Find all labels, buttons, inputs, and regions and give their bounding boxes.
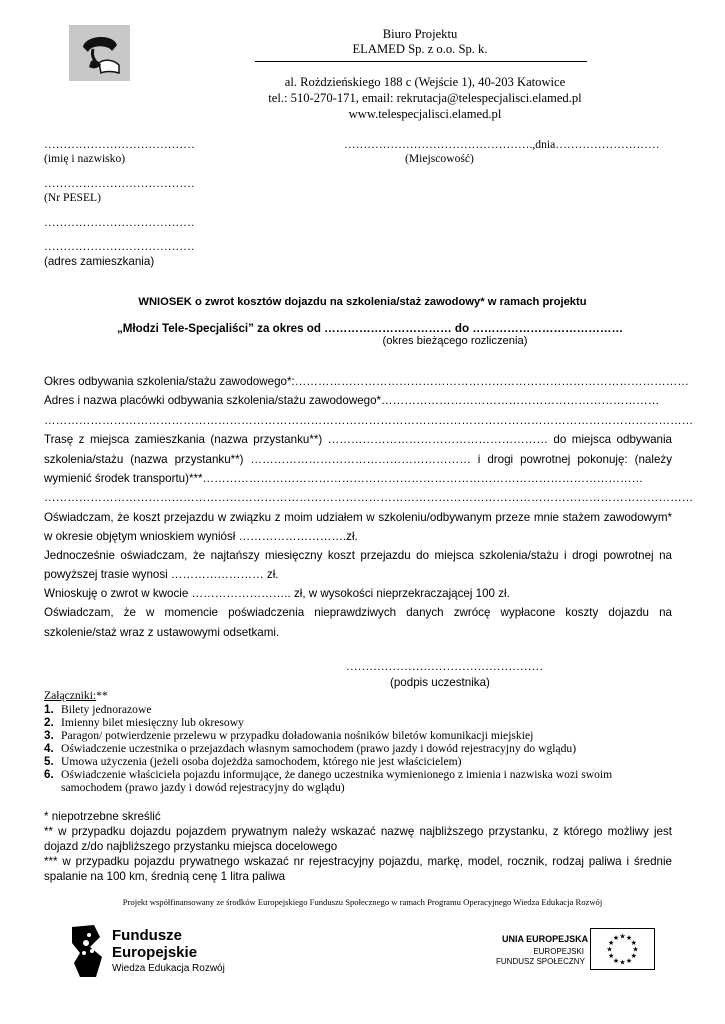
signature-field[interactable]: …………………………………………… [346, 660, 544, 673]
company-website[interactable]: www.telespecjalisci.elamed.pl [348, 107, 502, 121]
list-item-text: Umowa użyczenia (jeżeli osoba dojeżdża samochodem, którego nie jest właścicielem) [61, 755, 462, 768]
eu-star-icon: ★ [608, 952, 615, 960]
false-data-statement-1: Oświadczam, że w momencie poświadczenia nieprawdziwych danych zwrócę wypłacone koszty dojazdu na [44, 606, 672, 619]
attachments-heading-text: Załączniki: [44, 689, 97, 702]
fe-title-line2: Europejskie [112, 944, 198, 961]
eu-flag-icon [590, 928, 655, 970]
pesel-field[interactable]: ………………………………… [44, 177, 195, 190]
cheapest-cost-2[interactable]: powyższej trasie wynosi …………………… zł. [44, 568, 279, 581]
footnote-2: ** w przypadku dojazdu pojazdem prywatnym należy wskazać nazwę najbliższego przystanku, z którego możliwy jest [44, 825, 672, 838]
fe-subtitle: Wiedza Edukacja Rozwój [112, 963, 225, 974]
name-label: (imię i nazwisko) [44, 152, 126, 165]
form-title: WNIOSEK o zwrot kosztów dojazdu na szkolenia/staż zawodowy* w ramach projektu [138, 296, 587, 308]
cost-statement-2[interactable]: w okresie objętym wnioskiem wyniósł ……………………….zł. [44, 530, 358, 543]
eu-star-icon: ★ [608, 939, 615, 947]
eu-title: UNIA EUROPEJSKA [502, 934, 589, 944]
list-item-number: 6. [44, 768, 54, 781]
list-item-number: 1. [44, 703, 54, 716]
fe-title-line1: Fundusze [112, 927, 182, 944]
address-field-2[interactable]: ………………………………… [44, 240, 195, 253]
list-item-text: Paragon/ potwierdzenie przelewu w przypadku doładowania nośników biletów komunikacji miejskiej [61, 729, 534, 742]
name-field[interactable]: ………………………………… [44, 138, 195, 151]
eu-subtitle-2: FUNDUSZ SPOŁECZNY [496, 957, 585, 966]
fundusze-europejskie-logo-icon [70, 923, 104, 979]
elamed-logo-icon [69, 25, 130, 81]
address-label: (adres zamieszkania) [44, 255, 155, 268]
company-name: ELAMED Sp. z o.o. Sp. k. [352, 42, 488, 56]
list-item [44, 729, 533, 742]
project-period-line[interactable]: „Młodzi Tele-Specjaliści” za okres od …………………………… do ………………………………… [116, 322, 624, 335]
cost-statement-1: Oświadczam, że koszt przejazdu w związku z moim udziałem w szkoleniu/odbywanym przeze mnie stażem zawodowym* [44, 511, 672, 524]
cheapest-cost-1: Jednocześnie oświadczam, że najtańszy miesięczny koszt przejazdu do miejsca szkolenia/stażu i drogi powrotnej na [44, 549, 672, 562]
eu-star-icon: ★ [625, 956, 633, 965]
attachments-heading [44, 689, 108, 702]
eu-star-icon: ★ [612, 956, 620, 965]
footnote-3-cont: spalanie na 100 km, średnią cenę 1 litra paliwa [44, 870, 286, 883]
transport-line[interactable]: wymienić środek transportu)***…………………………………………………………………………………………………… [44, 472, 644, 485]
list-item-number: 4. [44, 742, 54, 755]
list-item [44, 703, 151, 716]
list-item-text: Imienny bilet miesięczny lub okresowy [61, 716, 244, 729]
company-address: al. Rożdzieńskiego 188 c (Wejście 1), 40-203 Katowice [284, 75, 566, 89]
period-note: (okres bieżącego rozliczenia) [382, 335, 528, 347]
place-label: (Miejscowość) [405, 152, 474, 165]
eu-star-icon: ★ [630, 952, 637, 960]
header-divider [255, 61, 587, 62]
attachments-heading-mark: ** [96, 689, 108, 702]
eu-stars-icon [591, 929, 654, 969]
list-item-text: Oświadczenie uczestnika o przejazdach własnym samochodem (prawo jazdy i dowód rejestracyjny do wglądu) [61, 742, 577, 755]
fe-emblem-icon [70, 923, 104, 979]
eu-star-icon: ★ [619, 958, 626, 967]
list-item-number: 3. [44, 729, 54, 742]
training-address-line[interactable]: Adres i nazwa placówki odbywania szkolenia/stażu zawodowego*……………………………………………………………… [44, 394, 660, 407]
list-item-number: 5. [44, 755, 54, 768]
list-item-continuation: samochodem (prawo jazdy i dowód rejestracyjny do wglądu) [61, 781, 345, 794]
address-field-1[interactable]: ………………………………… [44, 216, 195, 229]
eu-star-icon: ★ [619, 932, 626, 941]
list-item [44, 742, 576, 755]
list-item [44, 768, 612, 781]
footnote-3: *** w przypadku pojazdu prywatnego wskazać nr rejestracyjny pojazdu, markę, model, rocznik, rodzaj paliwa i średnie [44, 855, 672, 868]
place-date-field[interactable]: ………………………………………….,dnia……………………… [344, 138, 660, 151]
list-item [44, 716, 244, 729]
eu-star-icon: ★ [612, 934, 620, 943]
training-period-line[interactable]: Okres odbywania szkolenia/stażu zawodowego*:………………………………………………………………………………………… [44, 375, 689, 388]
route-line-2[interactable]: szkolenia/stażu (nazwa przystanku**) ………………………………………………… i drogi powrotnej pokonuję: (należy [44, 453, 672, 466]
transport-cont[interactable]: …………………………………………………………………………………………………………………………………………………… [44, 491, 694, 504]
pesel-label: (Nr PESEL) [44, 191, 101, 204]
list-item-text: Oświadczenie właściciela pojazdu informujące, że danego uczestnika wymienionego z imienia i nazwiska wozi swoim [61, 768, 613, 781]
telephone-hand-icon [69, 25, 130, 81]
route-line-1[interactable]: Trasę z miejsca zamieszkania (nazwa przystanku**) ………………………………………………… do miejsca odbywania [44, 433, 672, 446]
funding-note: Projekt współfinansowany ze środków Europejskiego Funduszu Społecznego w ramach Programu Operacyjnego Wiedza Edukacja Rozwój [122, 897, 603, 907]
eu-subtitle-1: EUROPEJSKI [533, 947, 584, 956]
false-data-statement-2: szkolenie/staż wraz z ustawowymi odsetkami. [44, 626, 280, 639]
footnote-1: * niepotrzebne skreślić [44, 810, 161, 823]
eu-star-icon: ★ [632, 945, 639, 954]
office-name: Biuro Projektu [382, 27, 458, 41]
eu-star-icon: ★ [630, 939, 637, 947]
refund-request[interactable]: Wnioskuję o zwrot w kwocie …………………….. zł, w wysokości nieprzekraczającej 100 zł. [44, 587, 510, 600]
company-contact: tel.: 510-270-171, email: rekrutacja@telespecjalisci.elamed.pl [268, 91, 582, 105]
list-item-text: Bilety jednorazowe [61, 703, 152, 716]
signature-label: (podpis uczestnika) [390, 676, 490, 689]
training-address-cont[interactable]: …………………………………………………………………………………………………………………………………………………… [44, 414, 694, 427]
list-item [44, 755, 461, 768]
footnote-2-cont: dojazd z/do najbliższego przystanku miejsca docelowego [44, 840, 338, 853]
list-item-number: 2. [44, 716, 54, 729]
eu-star-icon: ★ [606, 945, 613, 954]
eu-star-icon: ★ [625, 934, 633, 943]
